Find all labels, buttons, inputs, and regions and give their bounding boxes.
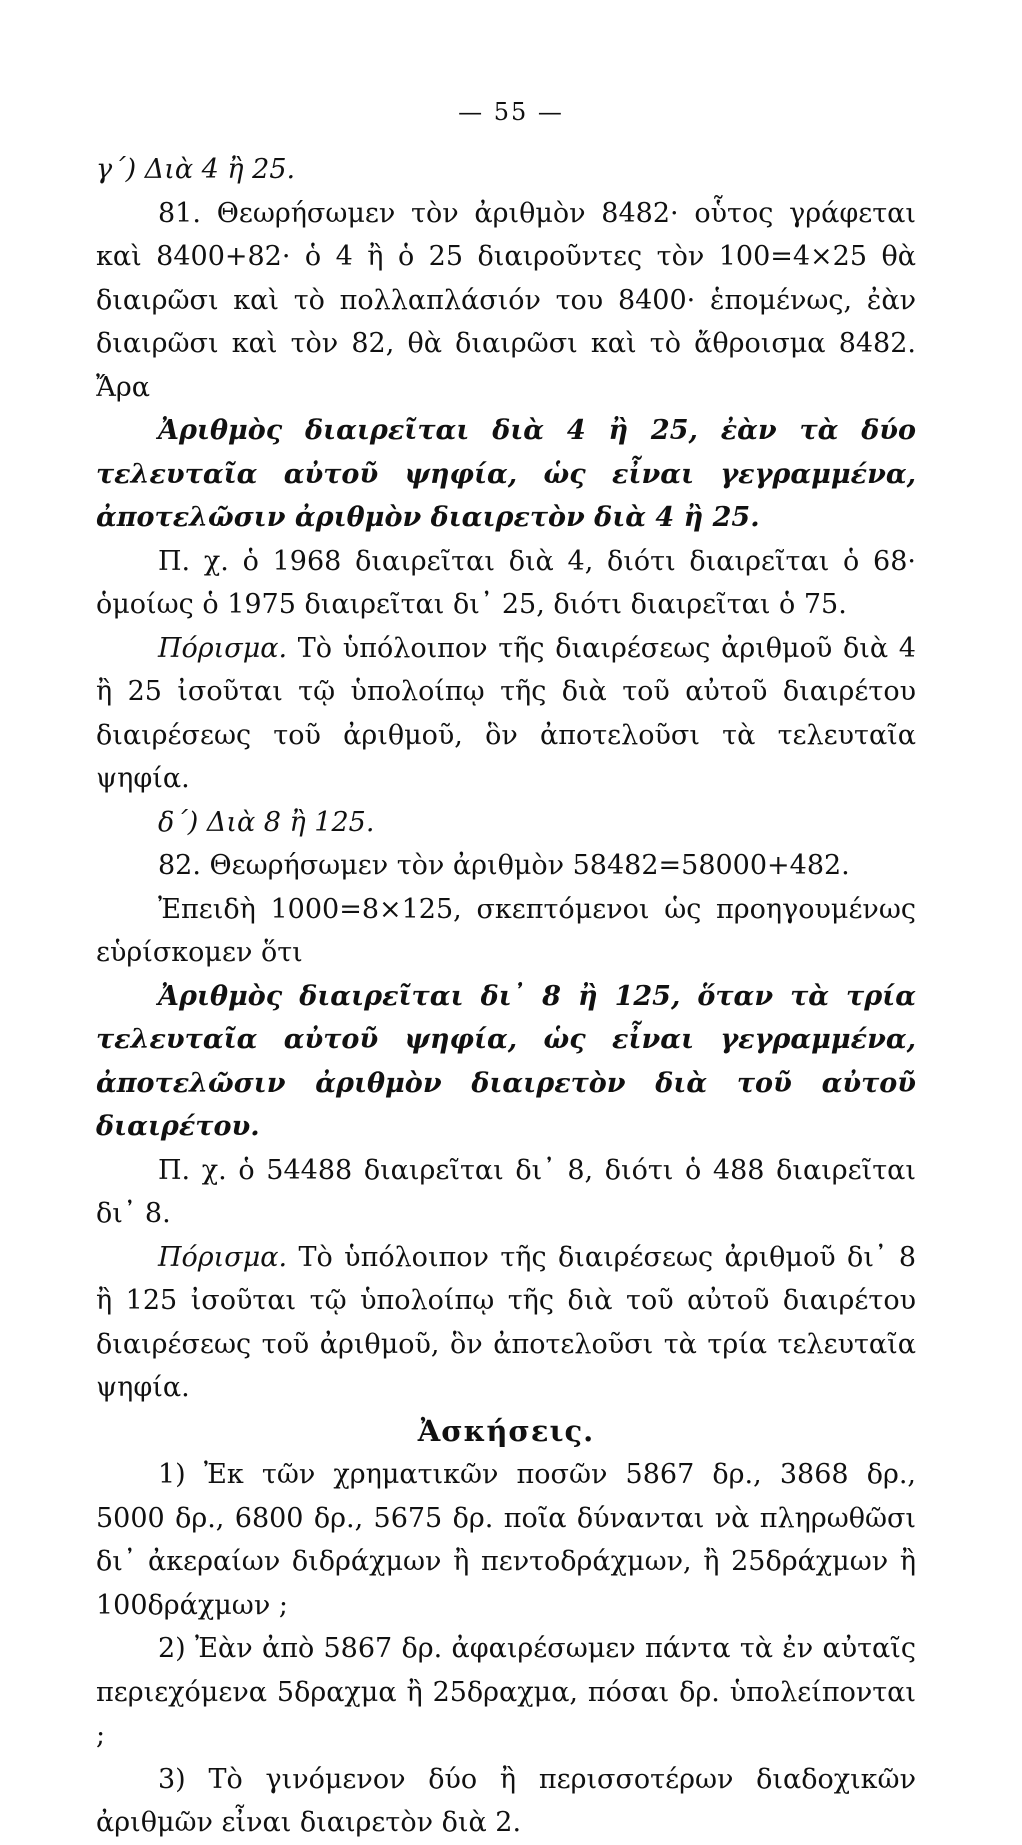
paragraph-81: 81. Θεωρήσωμεν τὸν ἀριθμὸν 8482· οὗτος γράφεται καὶ 8400+82· ὁ 4 ἢ ὁ 25 διαιροῦντες τὸν 100=4×25 θὰ διαιρῶσι καὶ τὸ πολλαπλάσιόν του 8400· ἑπομένως, ἐὰν διαιρῶσι καὶ τὸν 82, θὰ διαιρῶσι καὶ τὸ ἄθροισμα 8482. Ἄρα <box>96 197 916 403</box>
corollary-2-label: Πόρισμα. <box>158 1241 288 1273</box>
corollary-2 <box>96 1236 916 1410</box>
exercise-1: 1) Ἐκ τῶν χρηματικῶν ποσῶν 5867 δρ., 3868 δρ., 5000 δρ., 6800 δρ., 5675 δρ. ποῖα δύνανται νὰ πληρωθῶσι δι᾽ ἀκεραίων διδράχμων ἢ πεντοδράχμων, ἢ 25δράχμων ἢ 100δράχμων ; <box>96 1459 916 1621</box>
rule-divisibility-8-125: Ἀριθμὸς διαιρεῖται δι᾽ 8 ἢ 125, ὅταν τὰ τρία τελευταῖα αὐτοῦ ψηφία, ὡς εἶναι γεγραμμένα, ἀποτελῶσιν ἀριθμὸν διαιρετὸν διὰ τοῦ αὐτοῦ διαιρέτου. <box>96 980 916 1142</box>
corollary-2-text: Τὸ ὑπόλοιπον τῆς διαιρέσεως ἀριθμοῦ δι᾽ 8 ἢ 125 ἰσοῦται τῷ ὑπολοίπῳ τῆς διὰ τοῦ αὐτοῦ διαιρέτου διαιρέσεως τοῦ ἀριθμοῦ, ὃν ἀποτελοῦσι τὰ τρία τελευταῖα ψηφία. <box>96 1241 916 1403</box>
rule-divisibility-4-25: Ἀριθμὸς διαιρεῖται διὰ 4 ἢ 25, ἐὰν τὰ δύο τελευταῖα αὐτοῦ ψηφία, ὡς εἶναι γεγραμμένα, ἀποτελῶσιν ἀριθμὸν διαιρετὸν διὰ 4 ἢ 25. <box>96 415 916 533</box>
paragraph-82-a: 82. Θεωρήσωμεν τὸν ἀριθμὸν 58482=58000+482. <box>158 850 850 881</box>
section-heading-d: δ΄) Διὰ 8 ἢ 125. <box>158 806 375 838</box>
paragraph-82-b: Ἐπειδὴ 1000=8×125, σκεπτόμενοι ὡς προηγουμένως εὑρίσκομεν ὅτι <box>96 893 916 968</box>
example-1: Π. χ. ὁ 1968 διαιρεῖται διὰ 4, διότι διαιρεῖται ὁ 68· ὁμοίως ὁ 1975 διαιρεῖται δι᾽ 25, διότι διαιρεῖται ὁ 75. <box>96 545 916 620</box>
example-2: Π. χ. ὁ 54488 διαιρεῖται δι᾽ 8, διότι ὁ 488 διαιρεῖται δι᾽ 8. <box>96 1154 916 1229</box>
exercise-2: 2) Ἐὰν ἀπὸ 5867 δρ. ἀφαιρέσωμεν πάντα τὰ ἐν αὐταῖς περιεχόμενα 5δραχμα ἢ 25δραχμα, πόσαι δρ. ὑπολείπονται ; <box>96 1633 916 1751</box>
exercises-heading: Ἀσκήσεις. <box>417 1413 595 1448</box>
corollary-1-label: Πόρισμα. <box>158 632 288 664</box>
page-number: — 55 — <box>458 98 564 126</box>
corollary-1 <box>96 627 916 801</box>
exercise-3: 3) Τὸ γινόμενον δύο ἢ περισσοτέρων διαδοχικῶν ἀριθμῶν εἶναι διαιρετὸν διὰ 2. <box>96 1763 916 1838</box>
corollary-1-text: Τὸ ὑπόλοιπον τῆς διαιρέσεως ἀριθμοῦ διὰ 4 ἢ 25 ἰσοῦται τῷ ὑπολοίπῳ τῆς διὰ τοῦ αὐτοῦ διαιρέτου διαιρέσεως τοῦ ἀριθμοῦ, ὃν ἀποτελοῦσι τὰ τελευταῖα ψηφία. <box>96 632 916 794</box>
section-heading-c: γ΄) Διὰ 4 ἢ 25. <box>96 154 296 185</box>
text-column <box>96 148 916 1845</box>
